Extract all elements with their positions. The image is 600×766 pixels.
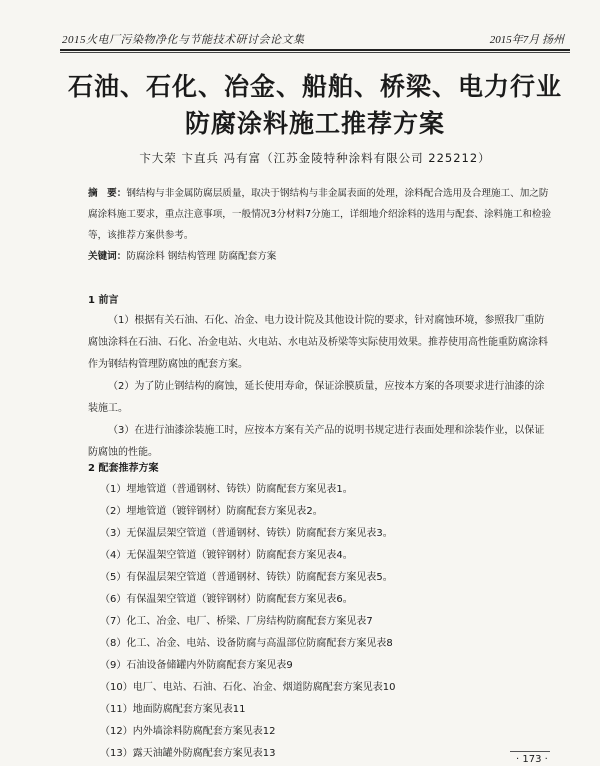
list-item: （6）有保温架空管道（镀锌钢材）防腐配套方案见表6。 bbox=[100, 594, 353, 605]
keywords-text: 防腐涂料 钢结构管理 防腐配套方案 bbox=[126, 251, 277, 262]
list-item: （8）化工、冶金、电站、设备防腐与高温部位防腐配套方案见表8 bbox=[100, 638, 393, 649]
keywords-label: 关键词： bbox=[88, 251, 127, 262]
section1-paragraph: （1）根据有关石油、石化、冶金、电力设计院及其他设计院的要求，针对腐蚀环境，参照我厂重防腐蚀涂料在石油、石化、冶金电站、火电站、水电站及桥梁等实际使用效果。推荐使用高性能重防腐涂料作为钢结构管理防腐蚀的配套方案。 bbox=[88, 315, 548, 370]
header-rule-thick bbox=[60, 49, 570, 51]
list-item: （13）露天油罐外防腐配套方案见表13 bbox=[100, 748, 276, 759]
list-item: （1）埋地管道（普通钢材、铸铁）防腐配套方案见表1。 bbox=[100, 484, 353, 495]
paper-title-line2: 防腐涂料施工推荐方案 bbox=[184, 109, 445, 138]
section-heading-1: 1 前言 bbox=[88, 295, 119, 306]
abstract-label: 摘 要： bbox=[88, 188, 127, 199]
section1-paragraph: （3）在进行油漆涂装施工时，应按本方案有关产品的说明书规定进行表面处理和涂装作业，以保证防腐蚀的性能。 bbox=[88, 425, 545, 458]
list-item: （12）内外墙涂料防腐配套方案见表12 bbox=[100, 726, 276, 737]
running-header-right: 2015年7月 扬州 bbox=[489, 34, 564, 46]
paper-title-line1: 石油、石化、冶金、船舶、桥梁、电力行业 bbox=[67, 72, 562, 101]
abstract bbox=[88, 183, 558, 246]
page-number-rule bbox=[510, 751, 550, 752]
list-item: （10）电厂、电站、石油、石化、冶金、烟道防腐配套方案见表10 bbox=[100, 682, 396, 693]
list-item: （3）无保温层架空管道（普通钢材、铸铁）防腐配套方案见表3。 bbox=[100, 528, 393, 539]
list-item: （11）地面防腐配套方案见表11 bbox=[100, 704, 246, 715]
page-number: · 173 · bbox=[516, 754, 548, 765]
list-item: （4）无保温架空管道（镀锌钢材）防腐配套方案见表4。 bbox=[100, 550, 353, 561]
section-heading-2: 2 配套推荐方案 bbox=[88, 463, 159, 474]
header-rule-thin bbox=[60, 52, 570, 53]
keywords bbox=[88, 248, 276, 262]
running-header-left: 2015火电厂污染物净化与节能技术研讨会论文集 bbox=[62, 34, 305, 46]
list-item: （9）石油设备储罐内外防腐配套方案见表9 bbox=[100, 660, 293, 671]
author-line: 卞大荣 卞直兵 冯有富（江苏金陵特种涂料有限公司 225212） bbox=[139, 151, 491, 165]
section1-paragraph: （2）为了防止钢结构的腐蚀，延长使用寿命，保证涂膜质量，应按本方案的各项要求进行油漆的涂装施工。 bbox=[88, 381, 545, 414]
list-item: （7）化工、冶金、电厂、桥梁、厂房结构防腐配套方案见表7 bbox=[100, 616, 373, 627]
list-item: （2）埋地管道（镀锌钢材）防腐配套方案见表2。 bbox=[100, 506, 323, 517]
abstract-text: 钢结构与非金属防腐层质量，取决于钢结构与非金属表面的处理，涂料配合选用及合理施工、加之防腐涂料施工要求，重点注意事项，一般情况3分材料7分施工，详细地介绍涂料的选用与配套、涂料施工和检验等，该推荐方案供参考。 bbox=[88, 188, 552, 241]
list-item: （5）有保温层架空管道（普通钢材、铸铁）防腐配套方案见表5。 bbox=[100, 572, 393, 583]
